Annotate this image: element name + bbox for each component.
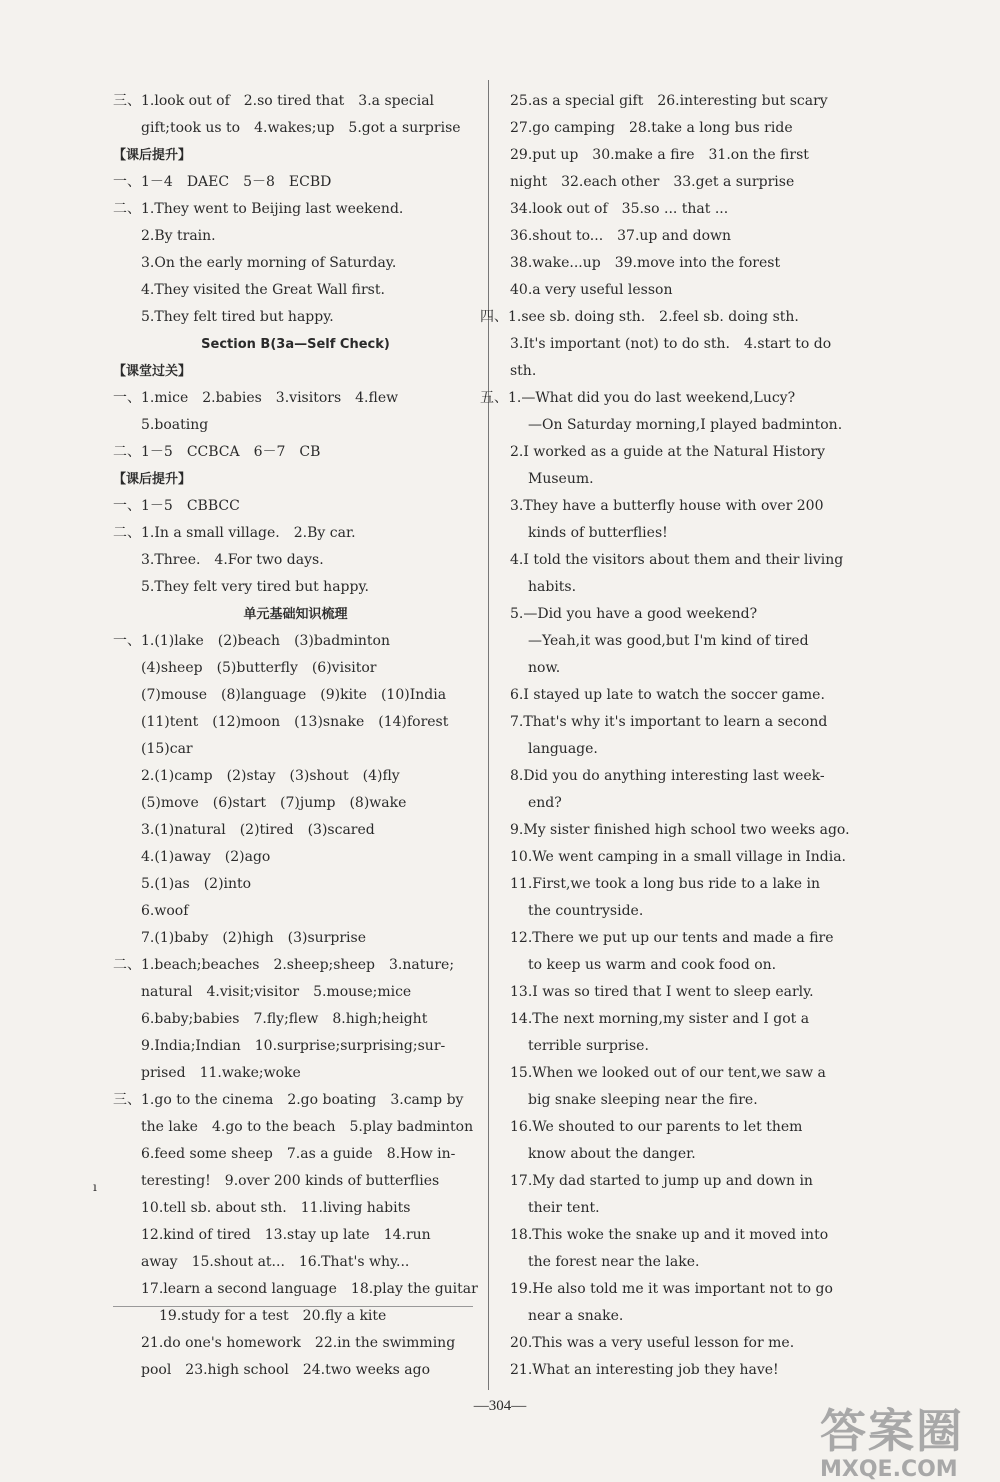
- answer-line: 36.shout to... 37.up and down: [510, 228, 732, 244]
- answer-line: away 15.shout at... 16.That's why...: [141, 1254, 410, 1270]
- answer-line: end?: [528, 795, 562, 811]
- answer-line: 一、1－5 CBBCC: [113, 498, 240, 514]
- answer-line: 12.There we put up our tents and made a fire: [510, 930, 834, 946]
- answer-line: 17.My dad started to jump up and down in: [510, 1173, 813, 1189]
- answer-line: 4.I told the visitors about them and their living: [510, 552, 844, 568]
- answer-line: 13.I was so tired that I went to sleep early.: [510, 984, 814, 1000]
- answer-line: 18.This woke the snake up and it moved into: [510, 1227, 829, 1243]
- answer-line: teresting! 9.over 200 kinds of butterflies: [141, 1173, 440, 1189]
- answer-line: 2.By train.: [141, 228, 216, 244]
- answer-line: 一、1.(1)lake (2)beach (3)badminton: [113, 633, 391, 649]
- answer-line: 10.tell sb. about sth. 11.living habits: [141, 1200, 411, 1216]
- answer-line: 19.He also told me it was important not to go: [510, 1281, 833, 1297]
- answer-line: 16.We shouted to our parents to let them: [510, 1119, 803, 1135]
- answer-line: 二、1.beach;beaches 2.sheep;sheep 3.nature;: [113, 957, 455, 973]
- answer-line: 3.(1)natural (2)tired (3)scared: [141, 822, 375, 838]
- answer-line: 4.They visited the Great Wall first.: [141, 282, 385, 298]
- answer-line: pool 23.high school 24.two weeks ago: [141, 1362, 431, 1378]
- page-number: —304—: [473, 1398, 527, 1414]
- section-title: 单元基础知识梳理: [243, 607, 348, 622]
- answer-line: 7.(1)baby (2)high (3)surprise: [141, 930, 366, 946]
- answer-line: 11.First,we took a long bus ride to a lake in: [510, 876, 820, 892]
- answer-line: 29.put up 30.make a fire 31.on the first: [510, 147, 809, 163]
- answer-line: gift;took us to 4.wakes;up 5.got a surprise: [141, 120, 461, 136]
- answer-line: 5.They felt tired but happy.: [141, 309, 334, 325]
- answer-line: 9.India;Indian 10.surprise;surprising;sur-: [141, 1038, 446, 1054]
- answer-line: prised 11.wake;woke: [141, 1065, 301, 1081]
- answer-line: 34.look out of 35.so ... that ...: [510, 201, 729, 217]
- answer-line: 21.What an interesting job they have!: [510, 1362, 779, 1378]
- answer-line: 3.It's important (not) to do sth. 4.start to do: [510, 336, 832, 352]
- answer-line: 19.study for a test 20.fly a kite: [159, 1308, 387, 1324]
- bottom-rule: [113, 1306, 473, 1307]
- answer-line: 14.The next morning,my sister and I got a: [510, 1011, 810, 1027]
- answer-line: terrible surprise.: [528, 1038, 649, 1054]
- answer-line: 38.wake...up 39.move into the forest: [510, 255, 781, 271]
- margin-mark: ı: [93, 1180, 97, 1194]
- answer-line: 4.(1)away (2)ago: [141, 849, 271, 865]
- section-title: Section B(3a—Self Check): [201, 337, 390, 352]
- answer-line: the forest near the lake.: [528, 1254, 700, 1270]
- answer-line: 15.When we looked out of our tent,we saw a: [510, 1065, 826, 1081]
- answer-line: —Yeah,it was good,but I'm kind of tired: [528, 633, 809, 649]
- answer-line: their tent.: [528, 1200, 600, 1216]
- answer-line: 二、1.In a small village. 2.By car.: [113, 525, 356, 541]
- answer-line: 17.learn a second language 18.play the guitar: [141, 1281, 478, 1297]
- answer-line: 40.a very useful lesson: [510, 282, 673, 298]
- answer-line: (11)tent (12)moon (13)snake (14)forest: [141, 714, 449, 730]
- answer-line: 三、1.look out of 2.so tired that 3.a special: [113, 93, 435, 109]
- answer-line: Museum.: [528, 471, 594, 487]
- answer-line: 2.I worked as a guide at the Natural History: [510, 444, 826, 460]
- answer-line: 5.(1)as (2)into: [141, 876, 252, 892]
- answer-line: 一、1.mice 2.babies 3.visitors 4.flew: [113, 390, 399, 406]
- watermark-logo: [820, 1395, 964, 1482]
- answer-line: 6.woof: [141, 903, 189, 919]
- column-divider: [488, 80, 489, 1390]
- right-answer-column: [480, 88, 850, 1384]
- answer-line: language.: [528, 741, 598, 757]
- section-heading: 【课后提升】: [113, 148, 192, 163]
- answer-line: sth.: [510, 363, 537, 379]
- answer-line: 9.My sister finished high school two weeks ago.: [510, 822, 850, 838]
- answer-line: 一、1－4 DAEC 5－8 ECBD: [113, 174, 332, 190]
- watermark-logo-text: 答案圈: [820, 1404, 964, 1458]
- answer-line: 10.We went camping in a small village in India.: [510, 849, 847, 865]
- answer-line: 五、1.—What did you do last weekend,Lucy?: [480, 390, 796, 406]
- answer-line: 3.They have a butterfly house with over 200: [510, 498, 824, 514]
- answer-line: 27.go camping 28.take a long bus ride: [510, 120, 793, 136]
- answer-line: big snake sleeping near the fire.: [528, 1092, 758, 1108]
- answer-line: (4)sheep (5)butterfly (6)visitor: [141, 660, 377, 676]
- answer-line: habits.: [528, 579, 577, 595]
- answer-line: near a snake.: [528, 1308, 624, 1324]
- answer-line: 6.baby;babies 7.fly;flew 8.high;height: [141, 1011, 428, 1027]
- answer-line: 四、1.see sb. doing sth. 2.feel sb. doing sth.: [480, 309, 799, 325]
- answer-line: to keep us warm and cook food on.: [528, 957, 777, 973]
- answer-line: 三、1.go to the cinema 2.go boating 3.camp by: [113, 1092, 464, 1108]
- answer-line: 二、1－5 CCBCA 6－7 CB: [113, 444, 321, 460]
- answer-line: 7.That's why it's important to learn a second: [510, 714, 828, 730]
- answer-line: 5.They felt very tired but happy.: [141, 579, 369, 595]
- section-heading: 【课后提升】: [113, 472, 192, 487]
- watermark-site: MXQE.COM: [820, 1457, 958, 1482]
- answer-line: 3.On the early morning of Saturday.: [141, 255, 397, 271]
- answer-line: 6.I stayed up late to watch the soccer game.: [510, 687, 825, 703]
- answer-line: 8.Did you do anything interesting last week-: [510, 768, 825, 784]
- answer-line: natural 4.visit;visitor 5.mouse;mice: [141, 984, 412, 1000]
- answer-line: 6.feed some sheep 7.as a guide 8.How in-: [141, 1146, 456, 1162]
- answer-line: 25.as a special gift 26.interesting but scary: [510, 93, 828, 109]
- answer-line: 20.This was a very useful lesson for me.: [510, 1335, 795, 1351]
- answer-line: 5.boating: [141, 417, 209, 433]
- answer-line: know about the danger.: [528, 1146, 696, 1162]
- answer-line: night 32.each other 33.get a surprise: [510, 174, 795, 190]
- answer-line: —On Saturday morning,I played badminton.: [528, 417, 843, 433]
- answer-line: (5)move (6)start (7)jump (8)wake: [141, 795, 407, 811]
- section-heading: 【课堂过关】: [113, 364, 192, 379]
- answer-line: 二、1.They went to Beijing last weekend.: [113, 201, 404, 217]
- answer-line: 2.(1)camp (2)stay (3)shout (4)fly: [141, 768, 400, 784]
- answer-line: 21.do one's homework 22.in the swimming: [141, 1335, 456, 1351]
- answer-line: 3.Three. 4.For two days.: [141, 552, 324, 568]
- answer-line: the countryside.: [528, 903, 644, 919]
- answer-line: (7)mouse (8)language (9)kite (10)India: [141, 687, 447, 703]
- answer-line: (15)car: [141, 741, 193, 757]
- answer-line: 5.—Did you have a good weekend?: [510, 606, 758, 622]
- answer-line: 12.kind of tired 13.stay up late 14.run: [141, 1227, 431, 1243]
- answer-line: now.: [528, 660, 561, 676]
- answer-line: kinds of butterflies!: [528, 525, 668, 541]
- answer-line: the lake 4.go to the beach 5.play badminton: [141, 1119, 474, 1135]
- left-answer-column: [113, 88, 478, 1384]
